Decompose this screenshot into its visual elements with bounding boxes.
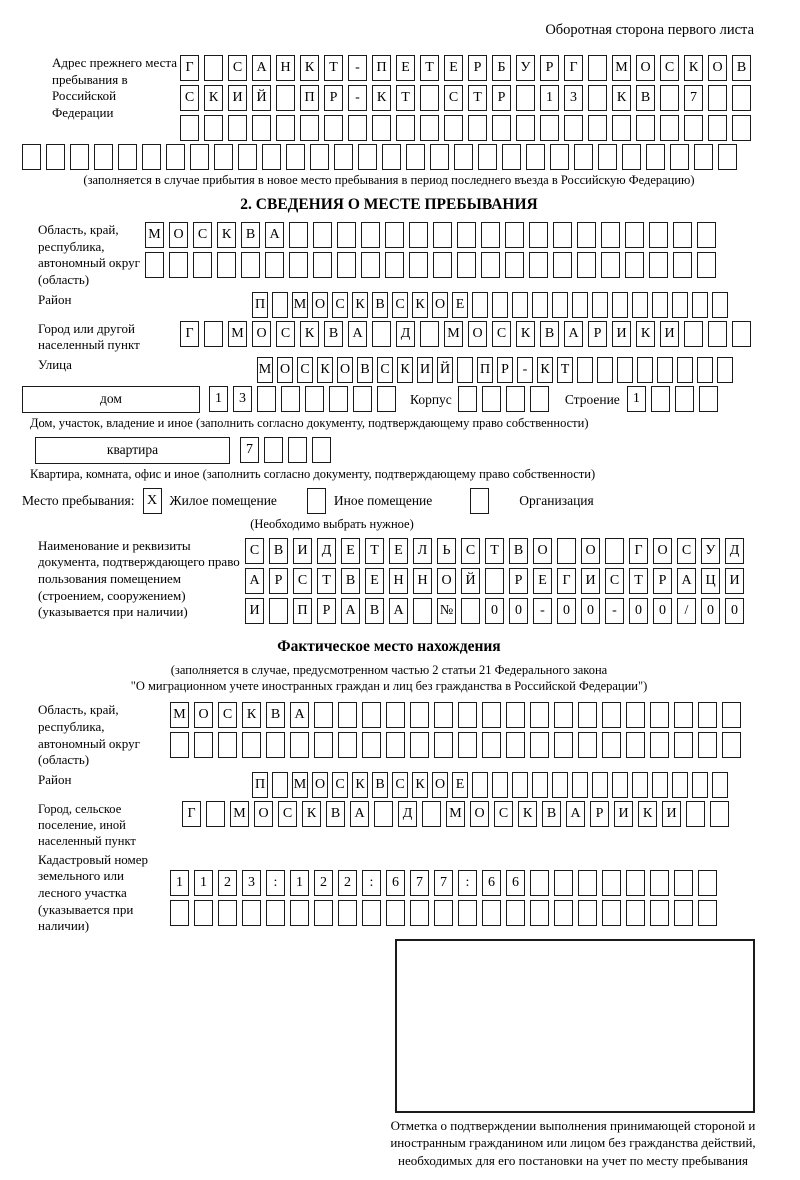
house-type-box: дом	[22, 386, 200, 413]
cadastral-row-1[interactable]: 1 1 2 3 : 1 2 2 : 6 7 7 : 6 6	[170, 870, 717, 896]
prev-address-label: Адрес прежнего места пребывания в Российской Федерации	[52, 55, 178, 120]
actual-region-row-1[interactable]: М О С К В А	[170, 702, 741, 728]
actual-district-row[interactable]: П М О С К В С К О Е	[252, 772, 728, 798]
house-block	[22, 386, 756, 413]
prev-address-block	[22, 55, 756, 141]
house-number-cells[interactable]: 1 3	[209, 386, 396, 412]
korpus-cells[interactable]	[458, 386, 549, 412]
checkbox-residential[interactable]: X	[135, 488, 170, 514]
prev-address-row-4[interactable]	[22, 144, 756, 170]
stay-type-note: (Необходимо выбрать нужное)	[250, 516, 414, 531]
stay-option-other-label: Иное помещение	[333, 492, 433, 508]
street-label: Улица	[38, 356, 72, 372]
district-row[interactable]: П М О С К В С К О Е	[252, 292, 728, 318]
city-block	[22, 321, 756, 354]
stay-option-organization-label: Организация	[519, 492, 594, 508]
checkbox-organization[interactable]	[462, 488, 497, 514]
checkbox-other-premises[interactable]	[299, 488, 334, 514]
street-row[interactable]: М О С К О В С К И Й П Р - К Т	[257, 357, 733, 383]
document-row-2[interactable]: А Р С Т В Е Н Н О Й Р Е Г И С Т Р А Ц И	[245, 568, 744, 594]
actual-region-row-2[interactable]	[170, 732, 741, 758]
stay-type-block	[22, 488, 756, 514]
actual-city-label: Город, сельское поселение, иной населенный пункт	[38, 801, 136, 848]
prev-address-row-3[interactable]	[180, 115, 751, 141]
stroenie-cells[interactable]: 1	[627, 386, 718, 412]
stay-option-residential-label: Жилое помещение	[169, 492, 277, 508]
actual-city-row[interactable]: Г М О С К В А Д М О С К В А Р И К И	[182, 801, 729, 827]
actual-location-note-2: "О миграционном учете иностранных граждан и лиц без гражданства в Российской Федерации")	[130, 679, 648, 693]
region-block	[22, 222, 756, 289]
cadastral-row-2[interactable]	[170, 900, 717, 926]
document-row-3[interactable]: И П Р А В А № 0 0 - 0 0 - 0 0 / 0 0	[245, 598, 744, 624]
korpus-label: Корпус	[410, 391, 452, 407]
ownership-document-label: Наименование и реквизиты документа, подтверждающего право пользования помещением (строением, сооружением) (указывается при наличии)	[38, 537, 240, 620]
actual-location-note-1: (заполняется в случае, предусмотренном частью 2 статьи 21 Федерального закона	[170, 662, 608, 677]
prev-address-footnote: (заполняется в случае прибытия в новое место пребывания в период последнего въезда в Российскую Федерацию)	[83, 173, 695, 187]
region-row-2[interactable]	[145, 252, 716, 278]
apartment-number-cells[interactable]: 7	[240, 437, 331, 463]
actual-region-block	[22, 702, 756, 769]
district-label: Район	[38, 291, 72, 307]
page-side-note: Оборотная сторона первого листа	[545, 22, 754, 38]
actual-city-block	[22, 801, 756, 849]
document-row-1[interactable]: С В И Д Е Т Е Л Ь С Т В О О Г О С У Д	[245, 538, 744, 564]
actual-location-title: Фактическое место нахождения	[277, 637, 501, 655]
apartment-type-box: квартира	[35, 437, 230, 464]
confirmation-stamp-caption: Отметка о подтверждении выполнения принимающей стороной и иностранным гражданином или лицом без гражданства действий, необходимых для его постановки на учет по месту пребывания	[390, 1117, 756, 1168]
stroenie-label: Строение	[564, 391, 620, 407]
region-row-1[interactable]: М О С К В А	[145, 222, 716, 248]
actual-district-block	[22, 772, 756, 798]
city-label: Город или другой населенный пункт	[38, 320, 140, 353]
cadastral-label: Кадастровый номер земельного или лесного участка (указывается при наличии)	[38, 851, 149, 934]
apartment-footnote: Квартира, комната, офис и иное (заполнить согласно документу, подтверждающему право собственности)	[30, 466, 596, 481]
district-block	[22, 292, 756, 318]
ownership-document-block	[22, 538, 756, 624]
cadastral-block	[22, 852, 756, 935]
actual-region-label: Область, край, республика, автономный округ (область)	[38, 702, 140, 768]
stay-type-label: Место пребывания:	[22, 492, 135, 508]
actual-district-label: Район	[38, 771, 72, 787]
prev-address-row-1[interactable]: Г С А Н К Т - П Е Т Е Р Б У Р Г М О С К О В	[180, 55, 751, 81]
prev-address-row-2[interactable]: С К И Й П Р - К Т С Т Р 1 3 К В 7	[180, 85, 751, 111]
confirmation-stamp-box	[395, 939, 755, 1113]
region-label: Область, край, республика, автономный округ (область)	[38, 222, 140, 287]
apartment-block	[22, 437, 756, 464]
street-block	[22, 357, 756, 383]
section2-title: 2. СВЕДЕНИЯ О МЕСТЕ ПРЕБЫВАНИЯ	[240, 196, 538, 213]
city-row[interactable]: Г М О С К В А Д М О С К В А Р И К И	[180, 321, 751, 347]
house-footnote: Дом, участок, владение и иное (заполнить согласно документу, подтверждающему право собственности)	[30, 415, 589, 430]
